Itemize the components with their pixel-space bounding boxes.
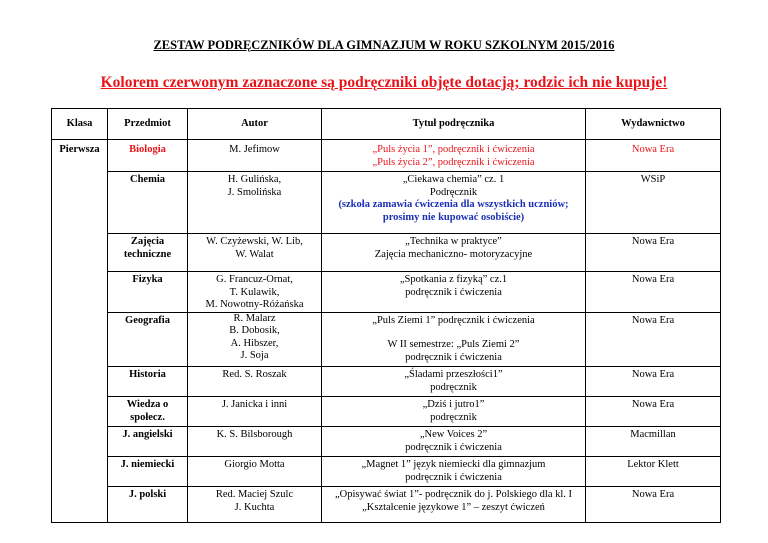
table-row	[52, 272, 721, 313]
title-line: „Dziś i jutro1”	[422, 399, 485, 410]
subject-cell: Chemia	[108, 172, 188, 234]
subject-cell: J. angielski	[108, 427, 188, 457]
publisher-cell: Nowa Era	[586, 272, 721, 313]
title-line: Zajęcia mechaniczno- motoryzacyjne	[374, 248, 533, 260]
header-tytul: Tytuł podręcznika	[322, 109, 586, 140]
publisher-cell: WSiP	[586, 172, 721, 234]
author-cell: J. Janicka i inni	[188, 397, 322, 427]
textbook-table	[51, 108, 721, 523]
title-line: „Puls Ziemi 1” podręcznik i ćwiczenia	[372, 314, 535, 326]
subject-cell: Fizyka	[108, 272, 188, 313]
table-row	[52, 312, 721, 367]
table-header-row	[52, 109, 721, 140]
title-line: „Opisywać świat 1”- podręcznik do j. Polskiego dla kl. I	[334, 489, 573, 500]
title-line: podręcznik i ćwiczenia	[405, 351, 502, 363]
subject-cell: Wiedza o społecz.	[108, 397, 188, 427]
author-line: W. Czyżewski, W. Lib,	[206, 236, 303, 247]
publisher-cell: Lektor Klett	[586, 457, 721, 487]
title-cell	[322, 272, 586, 313]
title-cell	[322, 397, 586, 427]
author-cell	[188, 172, 322, 234]
title-line: „Ciekawa chemia” cz. 1	[402, 174, 505, 185]
title-line: „Puls życia 2”, podręcznik i ćwiczenia	[372, 156, 535, 168]
subject-cell: J. polski	[108, 487, 188, 523]
title-cell	[322, 312, 586, 367]
header-klasa: Klasa	[52, 109, 108, 140]
author-line: G. Francuz-Ornat,	[216, 274, 293, 285]
subject-cell: Geografia	[108, 312, 188, 367]
table-row	[52, 367, 721, 397]
author-line: J. Smolińska	[227, 186, 282, 198]
author-line: Red. Maciej Szulc	[215, 489, 294, 500]
title-line: „Śladami przeszłości1”	[404, 369, 503, 380]
table-row	[52, 457, 721, 487]
title-line: podręcznik i ćwiczenia	[405, 286, 502, 298]
subject-cell: Biologia	[108, 140, 188, 172]
table-row	[52, 172, 721, 234]
author-line: J. Kuchta	[234, 501, 275, 513]
header-autor: Autor	[188, 109, 322, 140]
title-cell	[322, 487, 586, 523]
header-przedmiot: Przedmiot	[108, 109, 188, 140]
publisher-cell: Macmillan	[586, 427, 721, 457]
author-line: B. Dobosik,	[229, 325, 280, 336]
table-row	[52, 234, 721, 272]
header-wydawnictwo: Wydawnictwo	[586, 109, 721, 140]
author-line: H. Gulińska,	[227, 174, 282, 185]
author-line: T. Kulawik,	[229, 286, 280, 298]
title-cell	[322, 427, 586, 457]
publisher-cell: Nowa Era	[586, 234, 721, 272]
title-line: „Technika w praktyce”	[405, 236, 502, 247]
publisher-cell: Nowa Era	[586, 312, 721, 367]
publisher-cell: Nowa Era	[586, 397, 721, 427]
subject-cell: Zajęcia techniczne	[108, 234, 188, 272]
table-row	[52, 140, 721, 172]
dotation-notice: Kolorem czerwonym zaznaczone są podręczniki objęte dotacją; rodzic ich nie kupuje!	[100, 74, 668, 91]
title-cell	[322, 172, 586, 234]
title-line: podręcznik i ćwiczenia	[405, 441, 502, 453]
author-cell	[188, 487, 322, 523]
publisher-cell: Nowa Era	[586, 367, 721, 397]
author-line: A. Hibszer,	[230, 337, 279, 349]
title-cell	[322, 234, 586, 272]
author-line: W. Walat	[235, 248, 274, 260]
subject-cell: Historia	[108, 367, 188, 397]
author-line: R. Malarz	[233, 312, 276, 324]
author-cell	[188, 312, 322, 367]
author-cell: M. Jefimow	[188, 140, 322, 172]
title-line: W II semestrze: „Puls Ziemi 2”	[387, 339, 520, 350]
publisher-cell: Nowa Era	[586, 487, 721, 523]
page-title: ZESTAW PODRĘCZNIKÓW DLA GIMNAZJUM W ROKU SZKOLNYM 2015/2016	[153, 38, 615, 52]
exercise-note: (szkoła zamawia ćwiczenia dla wszystkich uczniów; prosimy nie kupować osobiście)	[338, 199, 569, 223]
title-line: „Spotkania z fizyką” cz.1	[399, 274, 508, 285]
author-cell	[188, 234, 322, 272]
title-line: „Kształcenie językowe 1” – zeszyt ćwiczeń	[362, 501, 545, 513]
title-line: podręcznik	[430, 411, 477, 423]
table-row	[52, 487, 721, 523]
author-line: M. Nowotny-Różańska	[205, 299, 304, 310]
title-line: podręcznik	[430, 381, 477, 393]
author-cell: Giorgio Motta	[188, 457, 322, 487]
table-row	[52, 397, 721, 427]
author-cell: Red. S. Roszak	[188, 367, 322, 397]
title-line: „New Voices 2”	[419, 429, 488, 440]
title-line: „Puls życia 1”, podręcznik i ćwiczenia	[372, 144, 535, 155]
title-line	[325, 327, 582, 339]
class-cell: Pierwsza	[52, 140, 108, 523]
subject-cell: J. niemiecki	[108, 457, 188, 487]
title-cell	[322, 140, 586, 172]
title-cell	[322, 457, 586, 487]
author-line: J. Soja	[240, 350, 269, 361]
author-cell	[188, 272, 322, 313]
author-cell: K. S. Bilsborough	[188, 427, 322, 457]
title-line: „Magnet 1” język niemiecki dla gimnazjum	[361, 459, 546, 470]
title-line: podręcznik i ćwiczenia	[405, 471, 502, 483]
publisher-cell: Nowa Era	[586, 140, 721, 172]
table-row	[52, 427, 721, 457]
title-line: Podręcznik	[429, 186, 478, 198]
title-cell	[322, 367, 586, 397]
